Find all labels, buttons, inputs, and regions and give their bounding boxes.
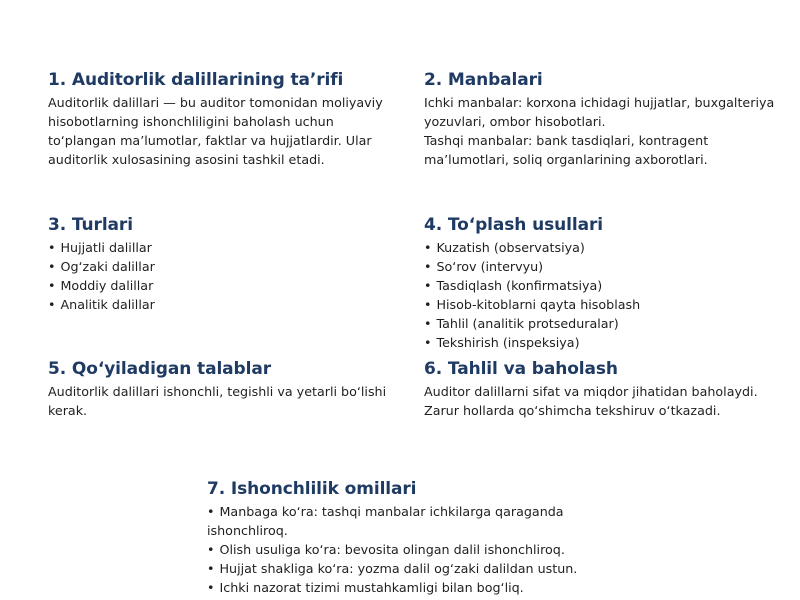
list-item: • Og‘zaki dalillar <box>48 257 388 276</box>
list-item: • Manbaga ko‘ra: tashqi manbalar ichkilarga qaraganda ishonchliroq. <box>207 502 592 540</box>
bullet-list <box>207 502 592 597</box>
section-types <box>48 215 388 314</box>
section-analysis <box>424 359 784 420</box>
list-item: • Tasdiqlash (konfirmatsiya) <box>424 276 779 295</box>
section-title: 7. Ishonchlilik omillari <box>207 479 417 499</box>
list-item: • Hujjat shakliga ko‘ra: yozma dalil og‘zaki dalildan ustun. <box>207 559 592 578</box>
section-title: 5. Qo‘yiladigan talablar <box>48 359 272 379</box>
list-item: • Tekshirish (inspeksiya) <box>424 333 779 352</box>
section-definition <box>48 70 398 169</box>
list-item: • Hujjatli dalillar <box>48 238 388 257</box>
section-paragraph: Auditor dalillarni sifat va miqdor jihatidan baholaydi. Zarur hollarda qo‘shimcha tekshiruv o‘tkazadi. <box>424 384 758 419</box>
section-paragraph: Tashqi manbalar: bank tasdiqlari, kontragent ma’lumotlari, soliq organlarining axborotlari. <box>424 133 709 168</box>
list-item: • Kuzatish (observatsiya) <box>424 238 779 257</box>
section-reliability-factors <box>207 479 592 597</box>
section-sources <box>424 70 779 169</box>
section-paragraph: Auditorlik dalillari ishonchli, tegishli va yetarli bo‘lishi kerak. <box>48 384 387 419</box>
section-title: 3. Turlari <box>48 215 133 235</box>
list-item: • Hisob-kitoblarni qayta hisoblash <box>424 295 779 314</box>
section-title: 4. To‘plash usullari <box>424 215 603 235</box>
section-paragraph: Ichki manbalar: korxona ichidagi hujjatlar, buxgalteriya yozuvlari, ombor hisobotlari. <box>424 95 775 130</box>
section-collection-methods <box>424 215 779 352</box>
bullet-list <box>48 238 388 314</box>
list-item: • Moddiy dalillar <box>48 276 388 295</box>
section-paragraph: Auditorlik dalillari — bu auditor tomonidan moliyaviy hisobotlarning ishonchliligini baholash uchun to‘plangan ma’lumotlar, faktlar va hujjatlardir. Ular auditorlik xulosasining asosini tashkil etadi. <box>48 95 383 168</box>
section-title: 6. Tahlil va baholash <box>424 359 618 379</box>
list-item: • Tahlil (analitik protseduralar) <box>424 314 779 333</box>
list-item: • Olish usuliga ko‘ra: bevosita olingan dalil ishonchliroq. <box>207 540 592 559</box>
section-title: 1. Auditorlik dalillarining ta’rifi <box>48 70 344 90</box>
list-item: • Ichki nazorat tizimi mustahkamligi bilan bog‘liq. <box>207 578 592 597</box>
section-requirements <box>48 359 398 420</box>
list-item: • So‘rov (intervyu) <box>424 257 779 276</box>
section-title: 2. Manbalari <box>424 70 543 90</box>
list-item: • Analitik dalillar <box>48 295 388 314</box>
bullet-list <box>424 238 779 352</box>
